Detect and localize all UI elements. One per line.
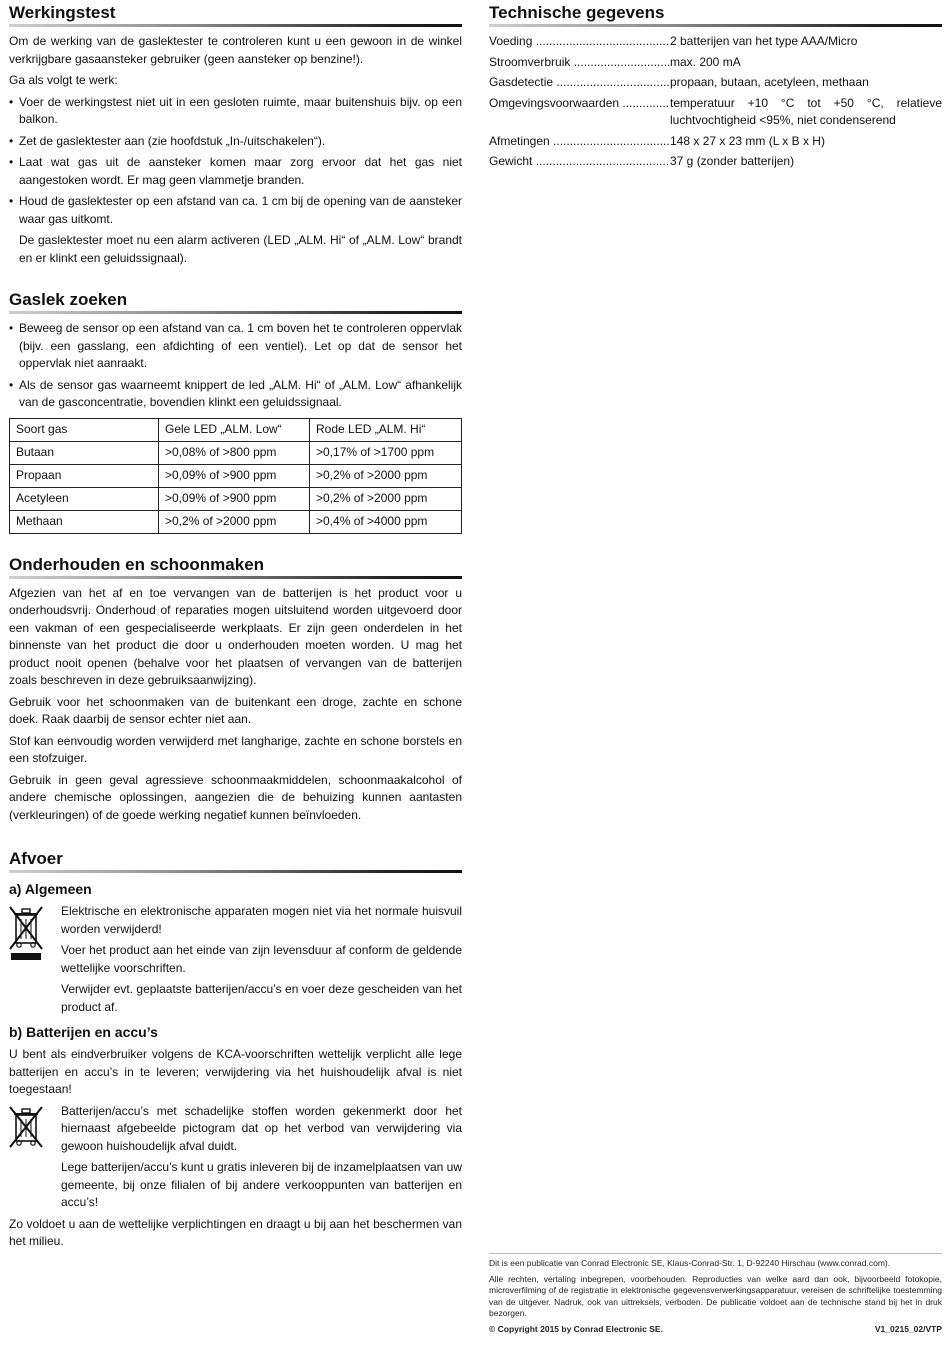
section-title-afvoer: Afvoer <box>9 848 462 873</box>
spec-row <box>489 133 942 151</box>
table-cell: >0,08% of >800 ppm <box>159 441 310 464</box>
spec-value: temperatuur +10 °C tot +50 °C, relatieve luchtvochtigheid <95%, niet condenserend <box>670 95 942 127</box>
spec-value: 148 x 27 x 23 mm (L x B x H) <box>670 133 825 148</box>
spec-row <box>489 95 942 130</box>
table-cell: >0,4% of >4000 ppm <box>310 510 462 533</box>
subsection-title-algemeen: a) Algemeen <box>9 881 92 897</box>
table-cell: >0,17% of >1700 ppm <box>310 441 462 464</box>
algemeen-paragraph: Elektrische en elektronische apparaten mogen niet via het normale huisvuil worden verwijderd! <box>61 904 462 936</box>
spec-value: max. 200 mA <box>670 54 741 69</box>
gas-threshold-table <box>9 418 462 534</box>
footer-rights: Alle rechten, vertaling inbegrepen, voorbehouden. Reproducties van welke aard dan ook, bijvoorbeeld fotokopie, microverfilming of de registratie in elektronische gegevensverwerkingsapparatuur, vereisen de schriftelijke toestemming van de uitgever. Nadruk, ook van uittreksels, verboden. De publicatie voldoet aan de technische stand bij het in druk bezorgen. <box>489 1273 942 1318</box>
werkingstest-intro: Om de werking van de gaslektester te controleren kunt u een gewoon in de winkel verkrijgbare gasaansteker gebruiker (geen aansteker op benzine!). <box>9 34 462 66</box>
spec-label: Gewicht ..... <box>489 153 670 171</box>
algemeen-paragraph: Verwijder evt. geplaatste batterijen/accu’s en voer deze gescheiden van het product af. <box>61 982 462 1014</box>
table-header-row <box>10 418 462 441</box>
table-row <box>10 464 462 487</box>
right-column <box>489 0 942 174</box>
table-header-cell: Rode LED „ALM. Hi“ <box>310 418 462 441</box>
spec-label: Gasdetectie ..... <box>489 74 670 92</box>
onderhoud-paragraph: Gebruik voor het schoonmaken van de buitenkant een droge, zachte en schone doek. Raak daarbij de sensor echter niet aan. <box>9 694 462 726</box>
crossed-bin-icon <box>9 905 43 961</box>
spec-value: 37 g (zonder batterijen) <box>670 154 795 168</box>
footer-copyright-row <box>489 1324 942 1336</box>
weee-notice <box>9 903 462 1016</box>
subsection-title-batterijen: b) Batterijen en accu’s <box>9 1024 158 1040</box>
crossed-bin-icon <box>9 1105 43 1149</box>
spec-value: propaan, butaan, acetyleen, methaan <box>670 75 869 89</box>
werkingstest-bullets <box>9 94 462 229</box>
section-title-gaslek: Gaslek zoeken <box>9 289 462 314</box>
section-title-technische-gegevens: Technische gegevens <box>489 2 942 27</box>
onderhoud-paragraph: Afgezien van het af en toe vervangen van de batterijen is het product voor u onderhoudsvrij. Onderhoud of reparaties mogen uitsluitend worden uitgevoerd door een vakman of een gespecialiseerde werkplaats. Er zijn geen onderdelen in het binnenste van het product die door u onderhouden moeten worden. U mag het product nooit openen (behalve voor het plaatsen of vervangen van de batterijen zoals beschreven in deze gebruiksaanwijzing). <box>9 585 462 687</box>
gaslek-bullet: • Als de sensor gas waarneemt knippert de led „ALM. Hi“ of „ALM. Low“ afhankelijk van de gasconcentratie, bovendien klinkt een geluidssignaal. <box>9 377 462 412</box>
battery-notice <box>9 1103 462 1212</box>
werkingstest-bullet: • Laat wat gas uit de aansteker komen maar zorg ervoor dat het gas niet aangestoken wordt. Er mag geen vlammetje branden. <box>9 154 462 189</box>
table-cell: >0,2% of >2000 ppm <box>159 510 310 533</box>
table-cell: Propaan <box>10 464 159 487</box>
table-cell: >0,09% of >900 ppm <box>159 487 310 510</box>
werkingstest-bullet: • Houd de gaslektester op een afstand van ca. 1 cm bij de opening van de aansteker waar gas uitkomt. <box>9 193 462 228</box>
gaslek-bullet: • Beweeg de sensor op een afstand van ca. 1 cm boven het te controleren oppervlak (bijv. een gasslang, een afdichting of een ventiel). Let op dat de sensor het oppervlak niet aanraakt. <box>9 320 462 373</box>
table-row <box>10 510 462 533</box>
table-header-cell: Gele LED „ALM. Low“ <box>159 418 310 441</box>
footer-publisher: Dit is een publicatie van Conrad Electronic SE, Klaus-Conrad-Str. 1, D-92240 Hirschau (www.conrad.com). <box>489 1258 891 1268</box>
section-title-werkingstest: Werkingstest <box>9 2 462 27</box>
werkingstest-result: De gaslektester moet nu een alarm activeren (LED „ALM. Hi“ of „ALM. Low“ brandt en er klinkt een geluidssignaal). <box>19 233 462 265</box>
spec-row <box>489 74 942 92</box>
table-cell: >0,2% of >2000 ppm <box>310 487 462 510</box>
spec-row <box>489 33 942 51</box>
batterijen-intro: U bent als eindverbruiker volgens de KCA-voorschriften wettelijk verplicht alle lege batterijen en accu’s in te leveren; verwijdering via het huishoudelijk afval is niet toegestaan! <box>9 1047 462 1096</box>
section-title-onderhoud: Onderhouden en schoonmaken <box>9 554 462 579</box>
spec-row <box>489 153 942 171</box>
table-cell: >0,09% of >900 ppm <box>159 464 310 487</box>
table-row <box>10 487 462 510</box>
spec-value: 2 batterijen van het type AAA/Micro <box>670 34 858 48</box>
batterijen-paragraph: Lege batterijen/accu’s kunt u gratis inleveren bij de inzamelplaatsen van uw gemeente, bij onze filialen of bij andere verkooppunten van batterijen en accu’s! <box>61 1160 462 1209</box>
table-cell: Acetyleen <box>10 487 159 510</box>
left-column <box>9 0 462 1255</box>
footer-copyright: © Copyright 2015 by Conrad Electronic SE. <box>489 1323 663 1334</box>
batterijen-paragraph: Batterijen/accu’s met schadelijke stoffen worden gekenmerkt door het hiernaast afgebeelde pictogram dat op het verbod van verwijdering via gewoon huishoudelijk afval duidt. <box>61 1103 462 1153</box>
werkingstest-bullet: • Voer de werkingstest niet uit in een gesloten ruimte, maar buitenshuis bijv. op een balkon. <box>9 94 462 129</box>
spec-label: Stroomverbruik ..... <box>489 54 670 72</box>
onderhoud-paragraph: Stof kan eenvoudig worden verwijderd met langharige, zachte en schone borstels en een stofzuiger. <box>9 733 462 765</box>
werkingstest-steps-intro: Ga als volgt te werk: <box>9 73 118 87</box>
afvoer-closing: Zo voldoet u aan de wettelijke verplichtingen en draagt u bij aan het beschermen van het milieu. <box>9 1216 462 1248</box>
onderhoud-paragraph: Gebruik in geen geval agressieve schoonmaakmiddelen, schoonmaakalcohol of andere chemische oplossingen, aangezien die de behuizing kunnen aantasten (verkleuringen) of de goede werking negatief kunnen beïnvloeden. <box>9 772 462 822</box>
table-row <box>10 441 462 464</box>
spec-row <box>489 54 942 72</box>
spec-label: Afmetingen ..... <box>489 133 670 151</box>
footer-version: V1_0215_02/VTP <box>874 1323 942 1334</box>
table-cell: Butaan <box>10 441 159 464</box>
table-cell: >0,2% of >2000 ppm <box>310 464 462 487</box>
table-cell: Methaan <box>10 510 159 533</box>
spec-label: Voeding ..... <box>489 33 670 51</box>
gaslek-bullets <box>9 320 462 412</box>
imprint-footer <box>489 1253 942 1335</box>
spec-label: Omgevingsvoorwaarden ..... <box>489 95 670 130</box>
algemeen-paragraph: Voer het product aan het einde van zijn levensduur af conform de geldende wettelijke voorschriften. <box>61 943 462 975</box>
werkingstest-bullet: • Zet de gaslektester aan (zie hoofdstuk „In-/uitschakelen“). <box>9 133 462 151</box>
table-header-cell: Soort gas <box>10 418 159 441</box>
